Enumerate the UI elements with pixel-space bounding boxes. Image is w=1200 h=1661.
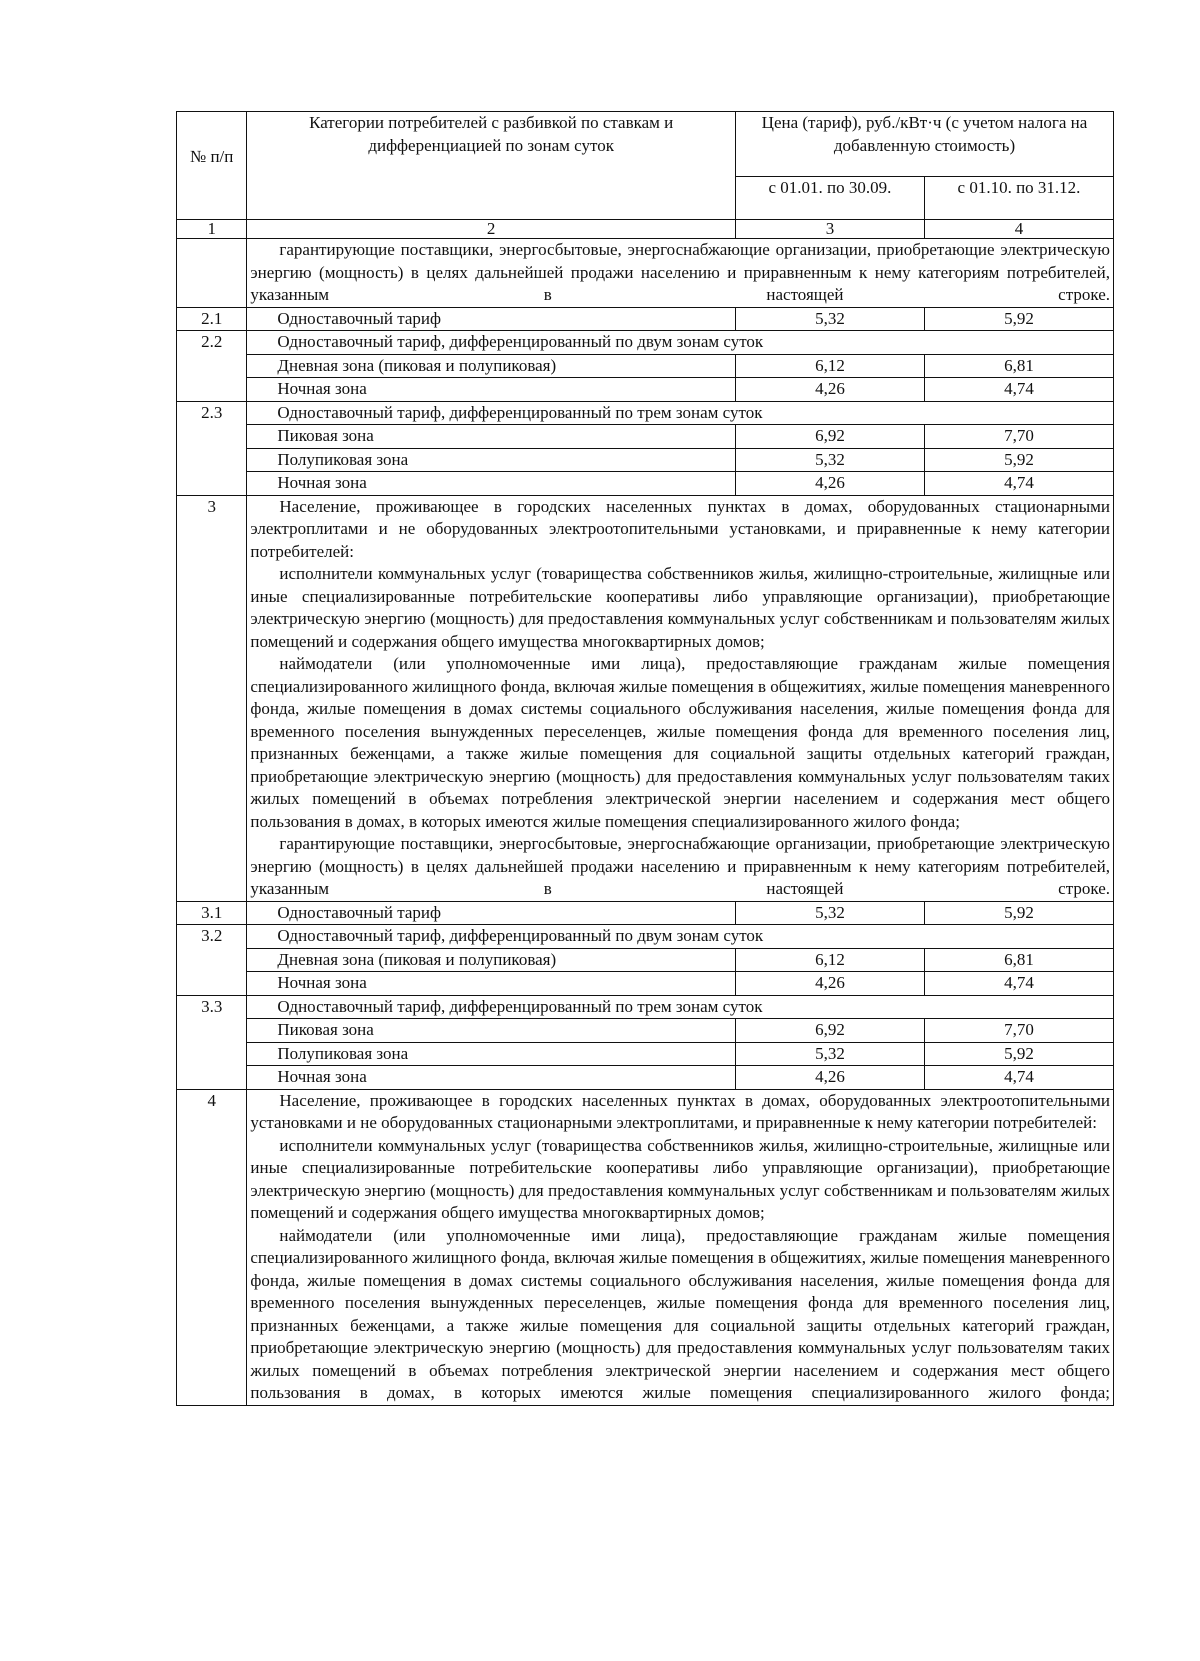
section-3-paragraph: исполнители коммунальных услуг (товарищества собственников жилья, жилищно-строительные, жилищные или иные специализированные потребительские кооперативы либо управляющие организации), приобретающие электрическую энергию (мощность) для предоставления коммунальных услуг собственникам и пользователям жилых помещений и содержания общего имущества многоквартирных домов; [250,564,1110,651]
section-3-paragraph: Население, проживающее в городских населенных пунктах в домах, оборудованных стационарными электроплитами и не оборудованных электроотопительными установками, и приравненные к нему категории потребителей: [250,496,1110,561]
table-row [177,925,1114,949]
price-period-2: 5,92 [924,307,1113,331]
header-num-cell [177,112,247,220]
section-4-paragraph: Население, проживающее в городских населенных пунктах в домах, оборудованных электроотопительными установками и не оборудованных стационарными электроплитами, и приравненные к нему категории потребителей: [250,1090,1110,1132]
price-period-2: 5,92 [924,1042,1113,1066]
table-row [177,948,1114,972]
row-label: Пиковая зона [247,425,736,449]
row-label: Одноставочный тариф, дифференцированный по трем зонам суток [247,401,1114,425]
row-label: Одноставочный тариф [247,901,736,925]
header-row [177,112,1114,177]
price-period-1: 6,92 [735,425,924,449]
table-row [177,307,1114,331]
table-row [177,354,1114,378]
row-num: 2.3 [177,401,247,495]
table-row [177,1042,1114,1066]
row-num: 3.3 [177,995,247,1089]
row-label: Одноставочный тариф [247,307,736,331]
price-period-1: 5,32 [735,1042,924,1066]
header-category-label: Категории потребителей с разбивкой по ставкам и дифференциацией по зонам суток [247,112,736,220]
row-label: Одноставочный тариф, дифференцированный по трем зонам суток [247,995,1114,1019]
price-period-1: 6,92 [735,1019,924,1043]
section-4-paragraph: наймодатели (или уполномоченные ими лица), предоставляющие гражданам жилые помещения специализированного жилищного фонда, включая жилые помещения в общежитиях, жилые помещения маневренного фонда, жилые помещения в домах системы социального обслуживания населения, жилые помещения фонда для временного поселения вынужденных переселенцев, жилые помещения фонда для временного поселения лиц, признанных беженцами, а также жилые помещения для социальной защиты отдельных категорий граждан, приобретающие электрическую энергию (мощность) для предоставления коммунальных услуг пользователям таких жилых помещений в объемах потребления электрической энергии населением и содержания мест общего пользования в домах, в которых имеются жилые помещения специализированного жилого фонда; [250,1225,1110,1402]
price-period-1: 6,12 [735,948,924,972]
row-label: Полупиковая зона [247,448,736,472]
table-row [177,472,1114,496]
price-period-1: 6,12 [735,354,924,378]
price-period-1: 4,26 [735,972,924,996]
column-number: 2 [247,220,736,239]
section-3-text [247,495,1114,901]
price-period-2: 6,81 [924,948,1113,972]
header-period-2: с 01.10. по 31.12. [924,177,1113,220]
price-period-1: 5,32 [735,901,924,925]
price-period-1: 4,26 [735,472,924,496]
price-period-1: 5,32 [735,448,924,472]
section-4-paragraph: исполнители коммунальных услуг (товарищества собственников жилья, жилищно-строительные, жилищные или иные специализированные потребительские кооперативы либо управляющие организации), приобретающие электрическую энергию (мощность) для предоставления коммунальных услуг собственникам и пользователям жилых помещений и содержания общего имущества многоквартирных домов; [250,1135,1110,1222]
table-row [177,1066,1114,1090]
table-row [177,901,1114,925]
intro-row [177,239,1114,308]
intro-text: гарантирующие поставщики, энергосбытовые, энергоснабжающие организации, приобретающие электрическую энергию (мощность) в целях дальнейшей продажи населению и приравненным к нему категориям потребителей, указанным в настоящей строке. [250,240,1110,304]
column-number: 4 [924,220,1113,239]
price-period-1: 5,32 [735,307,924,331]
column-number: 1 [177,220,247,239]
row-num: 2.2 [177,331,247,402]
section-3-paragraph: гарантирующие поставщики, энергосбытовые, энергоснабжающие организации, приобретающие электрическую энергию (мощность) в целях дальнейшей продажи населению и приравненным к нему категориям потребителей, указанным в настоящей строке. [250,834,1110,898]
price-period-2: 5,92 [924,448,1113,472]
section-3-paragraph: наймодатели (или уполномоченные ими лица), предоставляющие гражданам жилые помещения специализированного жилищного фонда, включая жилые помещения в общежитиях, жилые помещения маневренного фонда, жилые помещения в домах системы социального обслуживания населения, жилые помещения фонда для временного поселения вынужденных переселенцев, жилые помещения фонда для временного поселения лиц, признанных беженцами, а также жилые помещения для социальной защиты отдельных категорий граждан, приобретающие электрическую энергию (мощность) для предоставления коммунальных услуг пользователям таких жилых помещений в объемах потребления электрической энергии населением и содержания мест общего пользования в домах, в которых имеются жилые помещения специализированного жилого фонда; [250,654,1110,831]
section-3-num: 3 [177,495,247,901]
price-period-1: 4,26 [735,378,924,402]
table-row [177,401,1114,425]
section-3-row [177,495,1114,901]
intro-num-cell [177,239,247,308]
table-row [177,1019,1114,1043]
header-period-1: с 01.01. по 30.09. [735,177,924,220]
price-period-2: 4,74 [924,378,1113,402]
section-4-text [247,1089,1114,1405]
row-label: Ночная зона [247,378,736,402]
column-number-row [177,220,1114,239]
row-label: Пиковая зона [247,1019,736,1043]
table-row [177,448,1114,472]
table-row [177,378,1114,402]
row-num: 3.2 [177,925,247,996]
price-period-2: 5,92 [924,901,1113,925]
row-label: Ночная зона [247,972,736,996]
header-num-label: № п/п [189,147,234,166]
table-row [177,995,1114,1019]
price-period-2: 6,81 [924,354,1113,378]
table-row [177,425,1114,449]
row-num: 3.1 [177,901,247,925]
row-num: 2.1 [177,307,247,331]
price-period-2: 7,70 [924,425,1113,449]
row-label: Одноставочный тариф, дифференцированный по двум зонам суток [247,331,1114,355]
table-row [177,331,1114,355]
section-4-row [177,1089,1114,1405]
tariff-table [176,111,1114,1406]
section-4-num: 4 [177,1089,247,1405]
row-label: Одноставочный тариф, дифференцированный по двум зонам суток [247,925,1114,949]
intro-text-cell [247,239,1114,308]
row-label: Ночная зона [247,1066,736,1090]
price-period-2: 4,74 [924,972,1113,996]
row-label: Дневная зона (пиковая и полупиковая) [247,948,736,972]
row-label: Дневная зона (пиковая и полупиковая) [247,354,736,378]
price-period-2: 4,74 [924,472,1113,496]
row-label: Полупиковая зона [247,1042,736,1066]
row-label: Ночная зона [247,472,736,496]
price-period-1: 4,26 [735,1066,924,1090]
price-period-2: 7,70 [924,1019,1113,1043]
price-period-2: 4,74 [924,1066,1113,1090]
column-number: 3 [735,220,924,239]
table-row [177,972,1114,996]
header-price-label: Цена (тариф), руб./кВт·ч (с учетом налога на добавленную стоимость) [735,112,1113,177]
